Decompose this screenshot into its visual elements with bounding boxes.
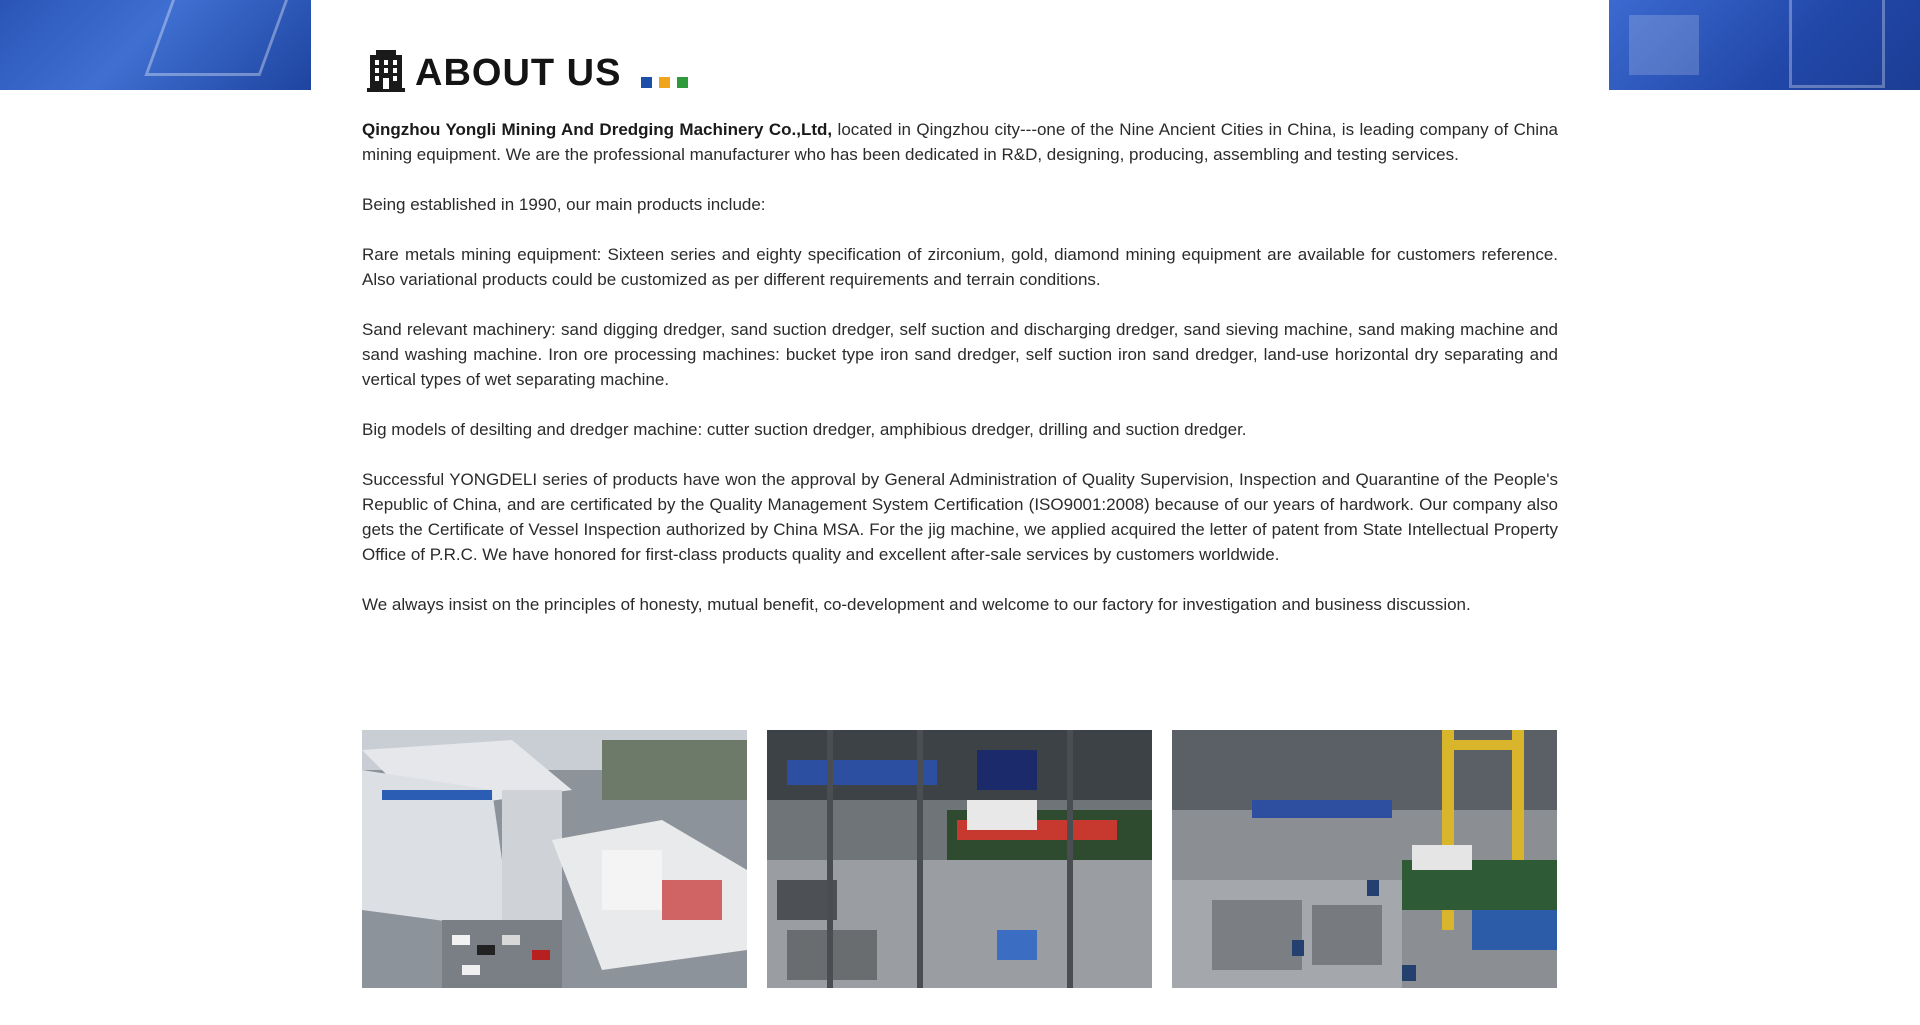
company-name: Qingzhou Yongli Mining And Dredging Machinery Co.,Ltd, bbox=[362, 120, 833, 139]
paragraph-principles: We always insist on the principles of honesty, mutual benefit, co-development and welcome to our factory for investigation and business discussion. bbox=[362, 595, 1471, 614]
workshop-dredger-image bbox=[767, 730, 1152, 988]
paragraph-big-models: Big models of desilting and dredger machine: cutter suction dredger, amphibious dredger, drilling and suction dredger. bbox=[362, 420, 1247, 439]
workshop-crane-image bbox=[1172, 730, 1557, 988]
header-banner-left bbox=[0, 0, 311, 90]
building-icon bbox=[367, 49, 405, 93]
header-banner-right bbox=[1609, 0, 1920, 90]
photo-gallery bbox=[362, 730, 1558, 988]
about-heading bbox=[367, 46, 688, 96]
about-text bbox=[362, 117, 1558, 642]
dot-blue bbox=[641, 77, 652, 88]
paragraph-certifications: Successful YONGDELI series of products have won the approval by General Administration of Quality Supervision, Inspection and Quarantine of the People's Republic of China, and are certificated by the Quality Management System Certification (ISO9001:2008) because of our years of hardwork. Our company also gets the Certificate of Vessel Inspection authorized by China MSA. For the jig machine, we applied acquired the letter of patent from State Intellectual Property Office of P.R.C. We have honored for first-class products quality and excellent after-sale services by customers worldwide. bbox=[362, 470, 1558, 564]
intro-text: located in Qingzhou city---one of the Nine Ancient Cities in China, is leading company of China mining equipment. We are the professional manufacturer who has been dedicated in R&D, designing, producing, assembling and testing services. bbox=[362, 120, 1558, 164]
photo-workshop-1[interactable] bbox=[767, 730, 1152, 988]
paragraph-rare-metals: Rare metals mining equipment: Sixteen series and eighty specification of zirconium, gold, diamond mining equipment are available for customers reference. Also variational products could be customized as per different requirements and terrain conditions. bbox=[362, 245, 1558, 289]
dot-orange bbox=[659, 77, 670, 88]
page-title: ABOUT US bbox=[415, 52, 622, 94]
intro-paragraph bbox=[362, 117, 1558, 167]
photo-factory-aerial[interactable] bbox=[362, 730, 747, 988]
title-dots bbox=[641, 77, 688, 88]
paragraph-sand-machinery: Sand relevant machinery: sand digging dredger, sand suction dredger, self suction and discharging dredger, sand sieving machine, sand making machine and sand washing machine. Iron ore processing machines: bucket type iron sand dredger, self suction iron sand dredger, land-use horizontal dry separating and vertical types of wet separating machine. bbox=[362, 320, 1558, 389]
photo-workshop-2[interactable] bbox=[1172, 730, 1557, 988]
factory-aerial-image bbox=[362, 730, 747, 988]
dot-green bbox=[677, 77, 688, 88]
paragraph-established: Being established in 1990, our main products include: bbox=[362, 195, 766, 214]
